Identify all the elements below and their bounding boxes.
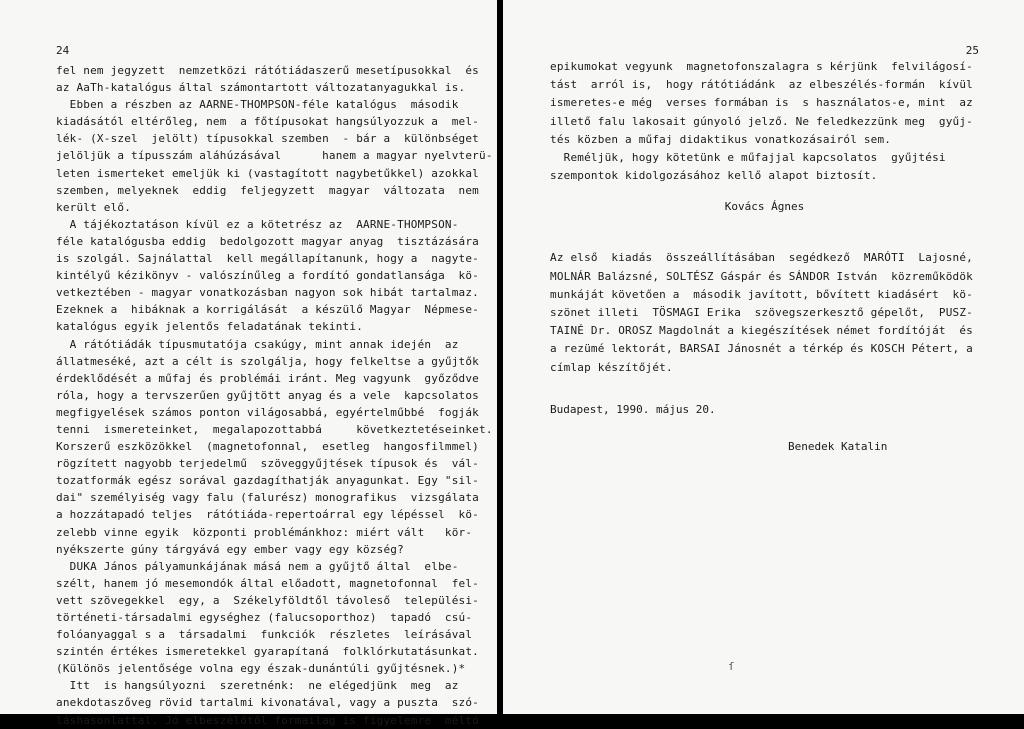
text-line: leten ismerteket emeljük ki (vastagított nagybetűkkel) azokkal: [56, 166, 479, 180]
place-and-date: Budapest, 1990. május 20.: [550, 402, 716, 416]
right-page: [503, 0, 1024, 714]
text-line: MOLNÁR Balázsné, SOLTÉSZ Gáspár és SÁNDOR István közreműködök: [550, 269, 973, 283]
text-line: az AaTh-katalógus által számontartott változatanyagukkal is.: [56, 81, 466, 95]
text-line: tást arról is, hogy rátótiádánk az elbeszélés-formán kívül: [550, 78, 973, 92]
text-line: szemben, melyeknek eddig feljegyzett magyar változata nem: [56, 183, 479, 197]
signature-benedek: Benedek Katalin: [788, 439, 888, 453]
text-line: róla, hogy a tervszerűen gyűjtött anyag és a vele kapcsolatos: [56, 388, 479, 402]
text-line: illető falu lakosait gúnyoló jelző. Ne feledkezzünk meg gyűj-: [550, 114, 973, 128]
text-line: a rezümé lektorát, BARSAI Jánosnét a térkép és KOSCH Pétert, a: [550, 342, 973, 356]
text-line: fel nem jegyzett nemzetközi rátótiádaszerű mesetípusokkal és: [56, 64, 479, 77]
text-line: kintélyű kézikönyv - valószínűleg a fordító gondatlansága kö-: [56, 269, 479, 283]
left-page: [0, 0, 497, 727]
text-line: epikumokat vegyunk magnetofonszalagra s kérjünk felvilágosí-: [550, 60, 973, 73]
text-line: címlap készítőjét.: [550, 360, 673, 374]
text-line: szönet illeti TÖSMAGI Erika szövegszerkesztő gépelőt, PUSZ-: [550, 306, 973, 320]
signature-kovacs: Kovács Ágnes: [724, 200, 805, 214]
text-line: katalógus egyik jelentős feladatának tekinti.: [56, 320, 364, 334]
text-line: a hozzátapadó teljes rátótiáda-repertoárral egy lépéssel kö-: [56, 508, 479, 522]
text-line: is szolgál. Sajnálattal kell megállapítanunk, hogy a nagyte-: [56, 252, 479, 266]
text-line: állatmeséké, azt a célt is szolgálja, hogy felkeltse a gyűjtők: [56, 354, 479, 368]
stray-mark: ſ: [728, 660, 735, 673]
text-line: nyékszerte gúny tárgyává egy ember vagy egy község?: [56, 542, 404, 556]
text-line: tozatformák egész sorával gazdagíthatják anyagunkat. Egy "sil-: [56, 474, 479, 488]
text-line: láshasonlattal. Jó elbeszélőtől formailag is figyelemre méltó: [56, 713, 479, 727]
text-line: történeti-társadalmi egységhez (falucsoporthoz) tapadó csú-: [56, 611, 473, 624]
text-line: megfigyelések számos ponton világosabbá, egyértelműbbé fogják: [56, 405, 479, 419]
text-line: szintén értékes ismeretekkel gyarapítaná folklórkutatásunkat.: [56, 645, 479, 659]
page-number-right: 25: [965, 44, 979, 57]
text-line: Itt is hangsúlyozni szeretnénk: ne elégedjünk meg az: [56, 679, 459, 693]
text-line: A rátótiádák típusmutatója csakúgy, mint annak idején az: [56, 337, 459, 351]
text-line: tés közben a műfaj didaktikus vonatkozásairól sem.: [550, 132, 892, 146]
text-line: kiadásától eltérőleg, nem a főtípusokat hangsúlyozzuk a mel-: [56, 115, 479, 129]
text-line: szélt, hanem jó mesemondók által előadott, magnetofonnal fel-: [56, 576, 479, 590]
text-line: zelebb vinne egyik központi problémánkhoz: miért vált kör-: [56, 525, 473, 539]
text-line: Korszerű eszközökkel (magnetofonnal, esetleg hangosfilmmel): [56, 440, 479, 454]
text-line: Az első kiadás összeállításában segédkező MARÓTI Lajosné,: [550, 251, 973, 265]
page-number-left: 24: [56, 44, 70, 57]
text-line: Ebben a részben az AARNE-THOMPSON-féle katalógus második: [56, 98, 459, 112]
text-line: Ezeknek a hibáknak a korrigálását a készülő Magyar Népmese-: [56, 303, 479, 317]
text-line: vetkeztében - magyar vonatkozásban nagyon sok hibát tartalmaz.: [56, 286, 479, 300]
text-line: szempontok kidolgozásához kellő alapot biztosít.: [550, 169, 878, 183]
text-line: jelöljük a típusszám aláhúzásával hanem a magyar nyelvterü-: [56, 149, 493, 163]
text-line: anekdotaszőveg rövid tartalmi kivonatával, vagy a puszta szó-: [56, 696, 479, 710]
text-line: folóanyaggal s a társadalmi funkciók részletes leírásával: [56, 628, 473, 642]
text-line: tenni ismereteinket, megalapozottabbá következtetéseinket.: [56, 422, 493, 436]
text-line: vett szövegekkel egy, a Székelyföldtől távoleső települési-: [56, 593, 479, 607]
text-line: lék- (X-szel jelölt) típusokkal szemben - bár a különbséget: [56, 132, 479, 146]
text-line: munkáját követően a második javított, bővített kiadásért kö-: [550, 287, 973, 301]
text-line: A tájékoztatáson kívül ez a kötetrész az AARNE-THOMPSON-: [56, 217, 459, 231]
text-line: féle katalógusba eddig bedolgozott magyar anyag tisztázására: [56, 234, 479, 248]
acknowledgements: [550, 249, 1024, 376]
right-page-intro: [550, 58, 1024, 185]
text-line: TAINÉ Dr. OROSZ Magdolnát a kiegészítések német fordítóját és: [550, 324, 973, 338]
text-line: rögzített nagyobb terjedelmű szöveggyűjtések típusok és vál-: [56, 457, 479, 471]
text-line: dai" személyiség vagy falu (falurész) monografikus vizsgálata: [56, 491, 479, 505]
text-line: került elő.: [56, 200, 132, 214]
text-line: Reméljük, hogy kötetünk e műfajjal kapcsolatos gyűjtési: [550, 151, 946, 165]
text-line: (Különös jelentősége volna egy észak-dunántúli gyűjtésnek.)*: [56, 662, 466, 676]
text-line: DUKA János pályamunkájának másá nem a gyűjtő által elbe-: [56, 559, 459, 573]
left-page-body: [56, 62, 497, 729]
text-line: érdeklődését a műfaj és problémái iránt. Meg vagyunk győződve: [56, 371, 479, 385]
text-line: ismeretes-e még verses formában is s használatos-e, mint az: [550, 96, 973, 110]
